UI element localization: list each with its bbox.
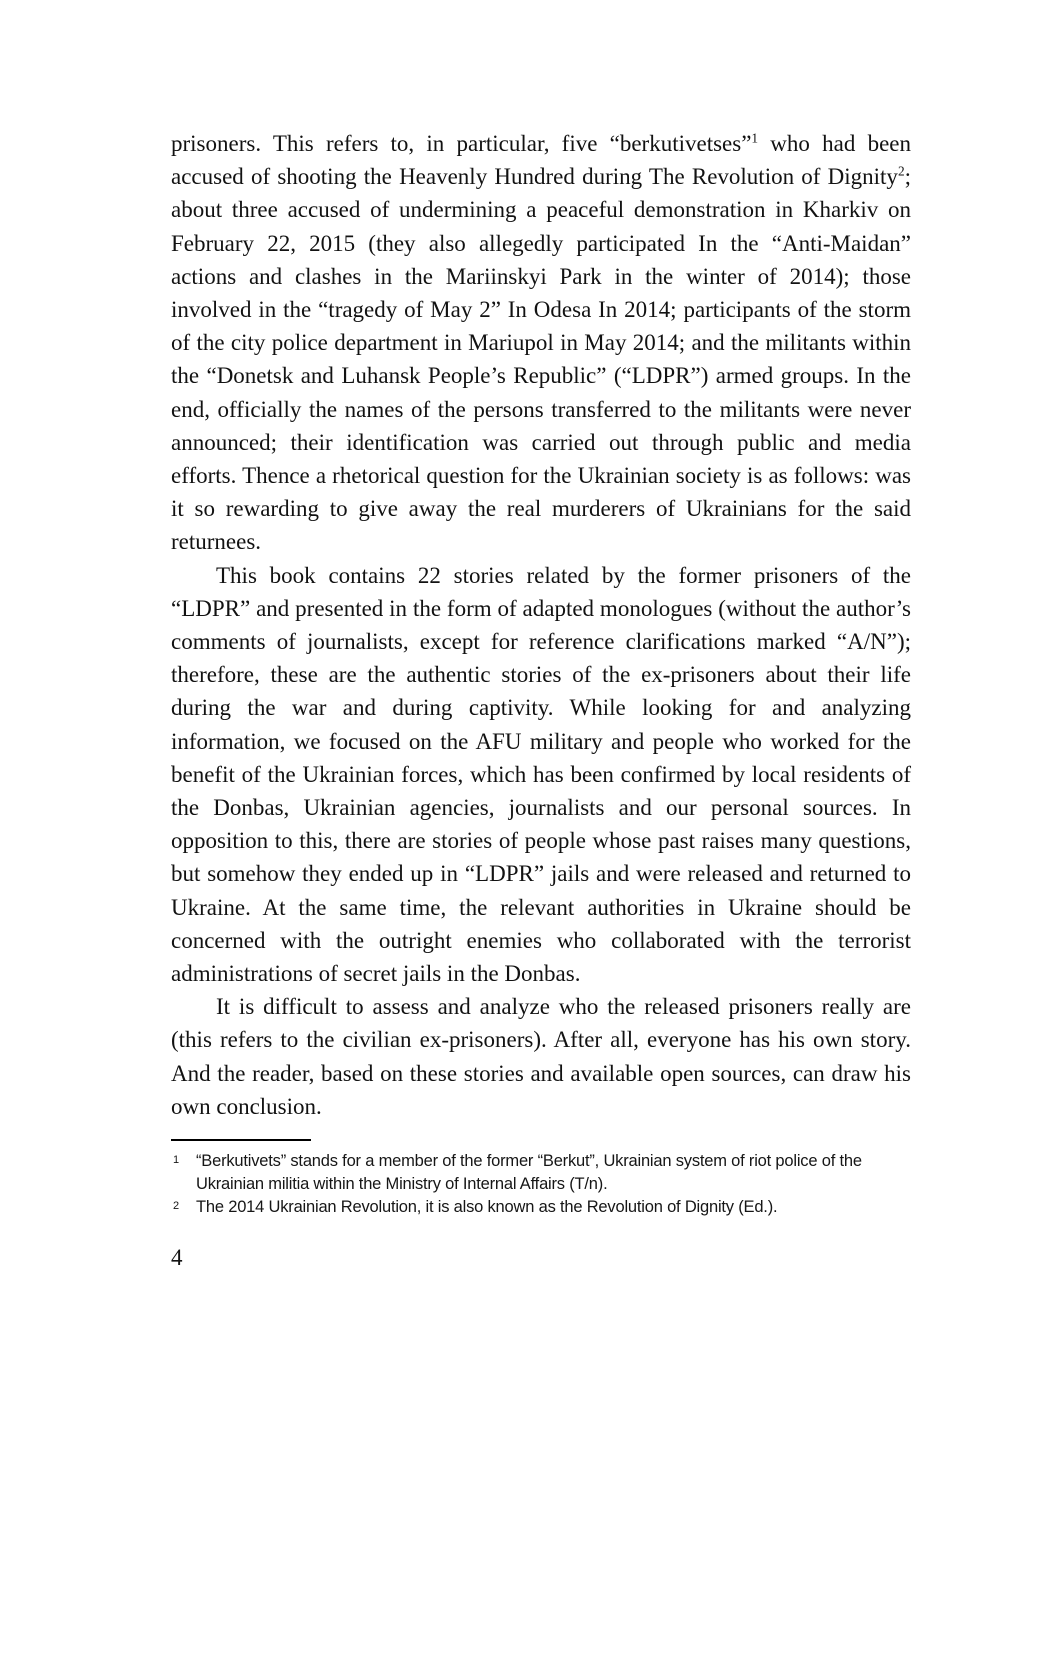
paragraph-text: prisoners. This refers to, in particular, five “berkutivetses” bbox=[171, 131, 752, 156]
footnote-1 bbox=[171, 1150, 911, 1196]
page-number: 4 bbox=[171, 1245, 183, 1271]
footnote-ref-2: 2 bbox=[897, 163, 905, 179]
paragraph-3 bbox=[171, 990, 911, 1123]
footnote-ref-1: 1 bbox=[751, 130, 759, 146]
paragraph-text: This book contains 22 stories related by the former prisoners of the “LDPR” and presented in the form of adapted monologues (without the author’s comments of journalists, except for reference clarifications marked “A/N”); therefore, these are the authentic stories of the ex-prisoners about their life during the war and during captivity. While looking for and analyzing information, we focused on the AFU military and people who worked for the benefit of the Ukrainian forces, which has been confirmed by local residents of the Donbas, Ukrainian agencies, journalists and our personal sources. In opposition to this, there are stories of people whose past raises many questions, but somehow they ended up in “LDPR” jails and were released and returned to Ukraine. At the same time, the relevant authorities in Ukraine should be concerned with the outright enemies who collaborated with the terrorist administrations of secret jails in the Donbas. bbox=[171, 562, 911, 987]
footnote-marker-2: 2 bbox=[173, 1200, 179, 1213]
paragraph-1 bbox=[171, 127, 911, 559]
paragraph-text: ; about three accused of undermining a peaceful demonstration in Kharkiv on February 22, 2015 (they also allegedly participated In the “Anti-Maidan” actions and clashes in the Mariinskyi Park in the winter of 2014); those involved in the “tragedy of May 2” In Odesa In 2014; participants of the storm of the city police department in Mariupol in May 2014; and the militants within the “Donetsk and Luhansk People’s Republic” (“LDPR”) armed groups. In the end, officially the names of the persons transferred to the militants were never announced; their identification was carried out through public and media efforts. Thence a rhetorical question for the Ukrainian society is as follows: was it so rewarding to give away the real murderers of Ukrainians for the said returnees. bbox=[171, 164, 911, 555]
paragraph-text: who had been accused of shooting the Heavenly Hundred during The Revolution of Dignity bbox=[171, 131, 911, 190]
paragraph-text: It is difficult to assess and analyze who the released prisoners really are (this refers to the civilian ex-prisoners). After all, everyone has his own story. And the reader, based on these stories and available open sources, can draw his own conclusion. bbox=[171, 994, 911, 1119]
footnote-text-1: “Berkutivets” stands for a member of the former “Berkut”, Ukrainian system of riot police of the Ukrainian militia within the Ministry of Internal Affairs (T/n). bbox=[196, 1152, 862, 1194]
footnote-text-2: The 2014 Ukrainian Revolution, it is also known as the Revolution of Dignity (Ed.). bbox=[196, 1198, 778, 1217]
footnote-2 bbox=[171, 1196, 911, 1219]
footnote-marker-1: 1 bbox=[173, 1154, 179, 1167]
body-text bbox=[171, 127, 911, 1123]
footnote-separator-rule bbox=[171, 1139, 311, 1141]
paragraph-2 bbox=[171, 559, 911, 991]
footnotes-section bbox=[171, 1139, 911, 1219]
